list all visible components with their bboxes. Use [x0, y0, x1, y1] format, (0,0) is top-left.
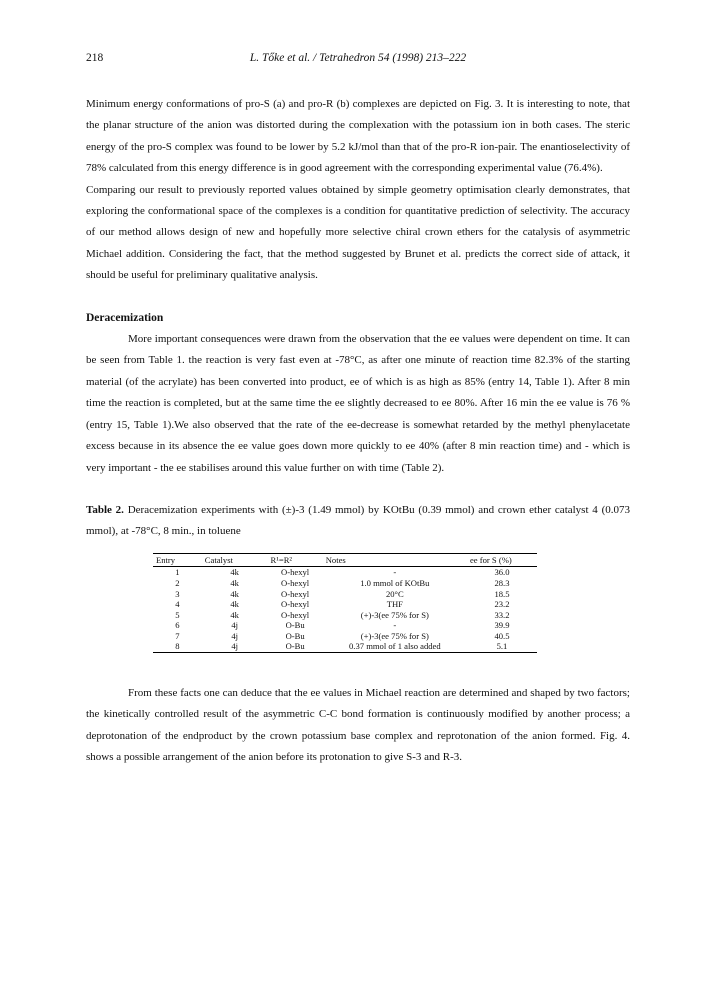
col-header-notes: Notes	[323, 553, 467, 567]
running-head: L. Tőke et al. / Tetrahedron 54 (1998) 213–222	[249, 52, 467, 64]
cell-entry: 4	[175, 599, 180, 610]
cell-entry: 6	[175, 620, 180, 631]
table-row	[153, 641, 537, 652]
cell-entry: 5	[175, 609, 180, 620]
col-header-catalyst: Catalyst	[202, 553, 268, 567]
cell-catalyst: 4k	[230, 567, 239, 578]
table-label: Table 2.	[86, 503, 124, 516]
table-caption	[86, 500, 630, 543]
cell-catalyst: 4k	[230, 599, 239, 610]
cell-ee: 40.5	[494, 630, 510, 641]
cell-ee: 28.3	[494, 577, 510, 588]
cell-notes: 0.37 mmol of 1 also added	[323, 641, 467, 652]
table-row	[153, 567, 537, 578]
section-title: Deracemization	[86, 311, 164, 324]
cell-ee: 23.2	[494, 599, 510, 610]
cell-r: O-hexyl	[281, 588, 310, 599]
cell-ee: 39.9	[494, 620, 510, 631]
col-header-r: R¹=R²	[268, 553, 323, 567]
paragraph-comparison: Comparing our result to previously reported values obtained by simple geometry optimisation clearly demonstrates, that exploring the conformational space of the complexes is a condition for quantitative prediction of selectivity. The accuracy of our method allows design of new and hopefully more selective chiral crown ethers for the catalysis of asymmetric Michael addition. Considering the fact, that the method suggested by Brunet et al. predicts the correct side of attack, it should be useful for preliminary qualitative analysis.	[86, 183, 630, 282]
cell-entry: 2	[175, 577, 180, 588]
page-number: 218	[86, 52, 104, 64]
cell-r: O-hexyl	[281, 609, 310, 620]
paragraph-deracemization: More important consequences were drawn from the observation that the ee values were dependent on time. It can be seen from Table 1. the reaction is very fast even at -78°C, as after one minute of reaction time 82.3% of the starting material (of the acrylate) has been converted into product, ee of which is as high as 85% (entry 14, Table 1). After 8 min time the reaction is completed, but at the same time the ee slightly decreased to ee 80%. After 16 min the ee value is 76 % (entry 15, Table 1).We also observed that the rate of the ee-decrease is somewhat retarded by the methyl phenylacetate excess because in its absence the ee value goes down more quickly to ee 40% (after 8 min reaction time) and - which is very important - the ee stabilises around this value further on with time (Table 2).	[86, 333, 630, 474]
cell-r: O-hexyl	[281, 567, 310, 578]
page-header	[86, 52, 630, 68]
cell-catalyst: 4k	[230, 588, 239, 599]
cell-r: O-hexyl	[281, 577, 310, 588]
cell-ee: 18.5	[494, 588, 510, 599]
table-row	[153, 610, 537, 621]
cell-notes: 1.0 mmol of KOtBu	[360, 577, 430, 588]
cell-notes: THF	[386, 599, 403, 610]
cell-ee: 33.2	[494, 609, 510, 620]
cell-entry: 1	[175, 567, 180, 578]
cell-entry: 7	[175, 630, 180, 641]
deracemization-table	[153, 553, 537, 653]
table-caption-text: Deracemization experiments with (±)-3 (1.49 mmol) by KOtBu (0.39 mmol) and crown ether catalyst 4 (0.073 mmol), at -78°C, 8 min., in toluene	[86, 503, 630, 538]
cell-catalyst: 4k	[230, 609, 239, 620]
table-header-row	[153, 553, 537, 567]
cell-ee: 36.0	[494, 567, 510, 578]
paragraph-conformations: Minimum energy conformations of pro-S (a) and pro-R (b) complexes are depicted on Fig. 3. It is interesting to note, that the planar structure of the anion was distorted during the complexation with the potassium ion in both cases. The steric energy of the pro-S complex was found to be lower by 5.2 kJ/mol than that of the pro-R ion-pair. The enantioselectivity of 78% calculated from this energy difference is in good agreement with the corresponding experimental value (76.4%).	[86, 98, 630, 175]
article-body	[86, 94, 630, 769]
table-row	[153, 589, 537, 600]
cell-ee: 5.1	[467, 641, 537, 652]
table-row	[153, 631, 537, 642]
cell-r: O-hexyl	[281, 599, 310, 610]
cell-notes: -	[393, 567, 397, 578]
cell-catalyst: 4j	[202, 641, 268, 652]
table-row	[153, 578, 537, 589]
table-row	[153, 599, 537, 610]
paragraph-conclusion: From these facts one can deduce that the ee values in Michael reaction are determined and shaped by two factors; the kinetically controlled result of the asymmetric C-C bond formation is continuously modified by another process; a deprotonation of the endproduct by the crown potassium base complex and reprotonation of the anion formed. Fig. 4. shows a possible arrangement of the anion before its protonation to give S-3 and R-3.	[86, 687, 630, 764]
cell-catalyst: 4k	[230, 577, 239, 588]
cell-entry: 8	[153, 641, 202, 652]
cell-entry: 3	[175, 588, 180, 599]
cell-notes: (+)-3(ee 75% for S)	[360, 609, 429, 620]
col-header-ee: ee for S (%)	[467, 553, 537, 567]
cell-notes: (+)-3(ee 75% for S)	[360, 630, 429, 641]
cell-notes: 20°C	[385, 588, 404, 599]
cell-r: O-Bu	[268, 641, 323, 652]
col-header-entry: Entry	[153, 553, 202, 567]
table-row	[153, 620, 537, 631]
cell-catalyst: 4j	[231, 630, 238, 641]
cell-r: O-Bu	[285, 630, 305, 641]
cell-r: O-Bu	[285, 620, 305, 631]
cell-notes: -	[393, 620, 397, 631]
cell-catalyst: 4j	[231, 620, 238, 631]
